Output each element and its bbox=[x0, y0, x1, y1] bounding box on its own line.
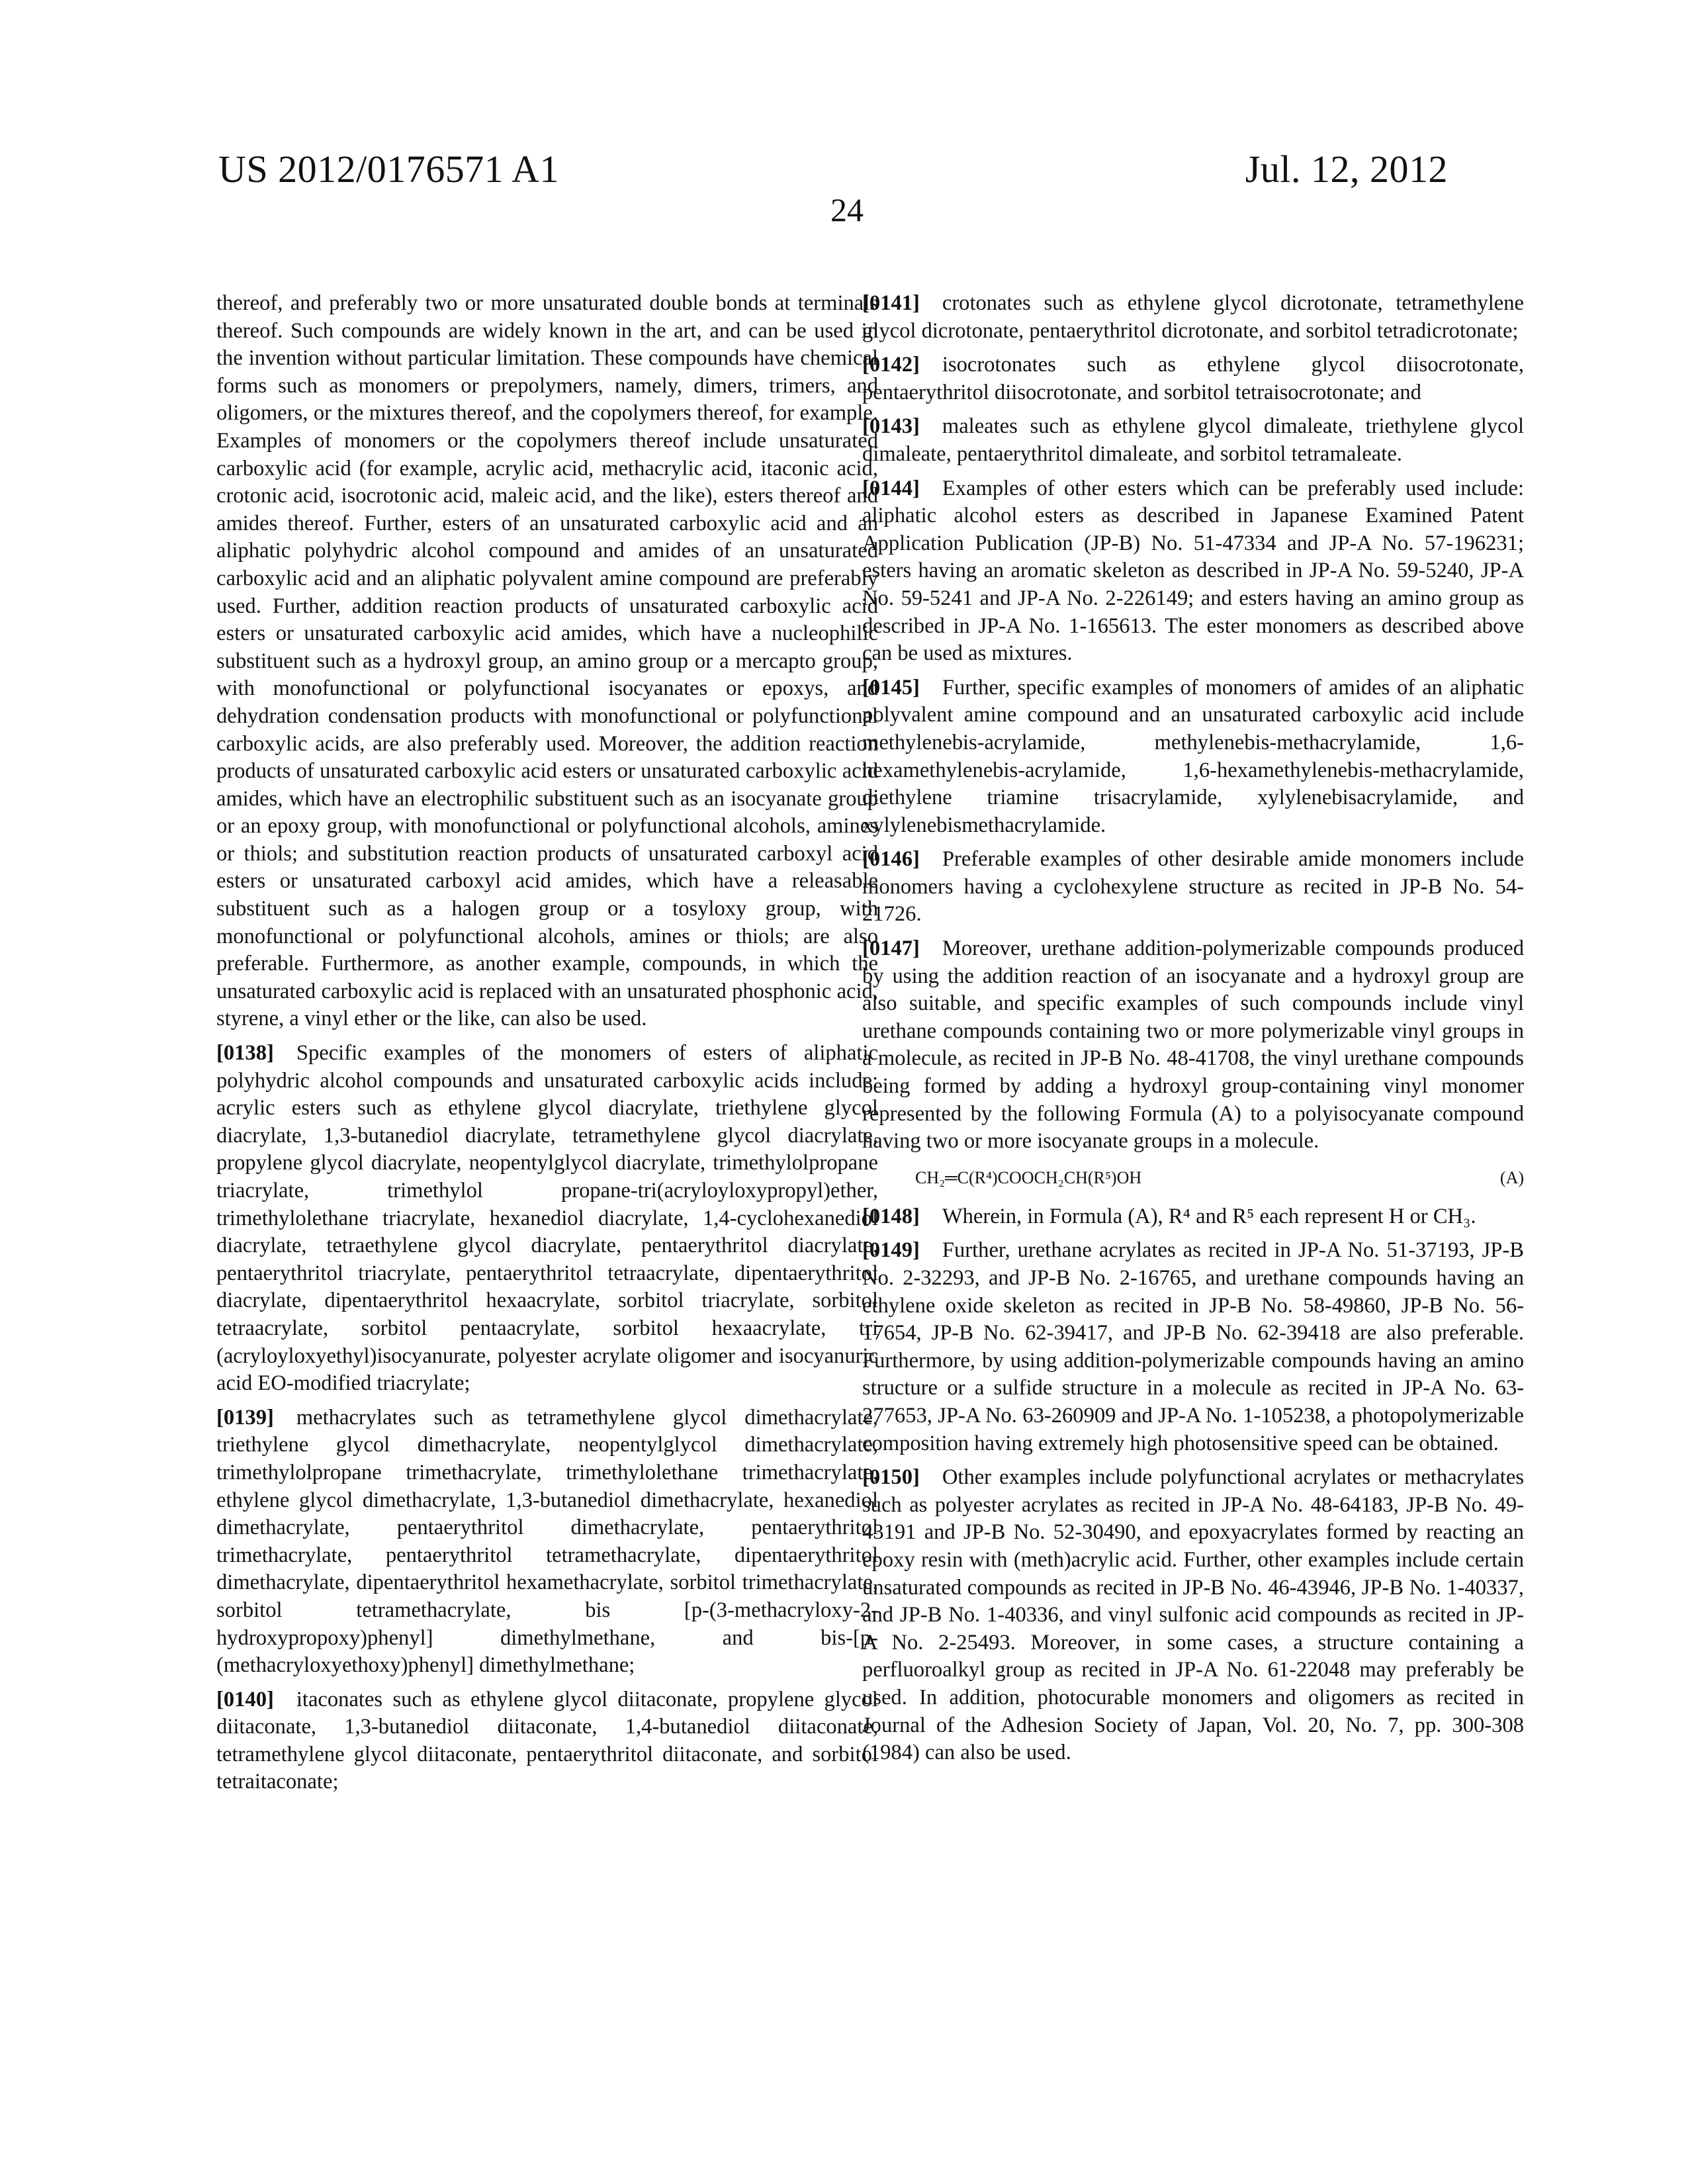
paragraph-text: Examples of other esters which can be preferably used include: aliphatic alcohol esters as described in Japanese Examined Patent Application Publication (JP-B) No. 51-47334 and JP-A No. 57-196231; esters having an aromatic skeleton as described in JP-A No. 59-5240, JP-A No. 59-5241 and JP-A No. 2-226149; and esters having an amino group as described in JP-A No. 1-165613. The ester monomers as described above can be used as mixtures. bbox=[862, 477, 1524, 666]
paragraph-text: Further, specific examples of monomers of amides of an aliphatic polyvalent amine compound and an unsaturated carboxylic acid include methylenebis-acrylamide, methylenebis-methacrylamide, 1,6-hexamethylenebis-acrylamide, 1,6-hexamethylenebis-methacrylamide, diethylene triamine trisacrylamide, xylylenebisacrylamide, and xylylenebismethacrylamide. bbox=[862, 676, 1524, 837]
page-number: 24 bbox=[0, 191, 1694, 229]
right-column bbox=[862, 290, 1524, 1774]
paragraph-tag: [0148] bbox=[862, 1205, 920, 1228]
paragraph-text: Moreover, urethane addition-polymerizable compounds produced by using the addition reaction of an isocyanate and a hydroxyl group are also suitable, and specific examples of such compounds include vinyl urethane compounds containing two or more polymerizable vinyl groups in a molecule, as recited in JP-B No. 48-41708, the vinyl urethane compounds being formed by adding a hydroxyl group-containing vinyl monomer represented by the following Formula (A) to a polyisocyanate compound having two or more isocyanate groups in a molecule. bbox=[862, 936, 1524, 1153]
paragraph-0146 bbox=[862, 846, 1524, 929]
paragraph-tag: [0147] bbox=[862, 936, 920, 960]
publication-date: Jul. 12, 2012 bbox=[1245, 147, 1448, 191]
paragraph-0143 bbox=[862, 413, 1524, 468]
paragraph-0148 bbox=[862, 1203, 1524, 1231]
paragraph-0147 bbox=[862, 935, 1524, 1156]
paragraph-text: Preferable examples of other desirable amide monomers include monomers having a cyclohexylene structure as recited in JP-B No. 54-21726. bbox=[862, 847, 1524, 926]
paragraph-tag: [0149] bbox=[862, 1238, 920, 1262]
paragraph-tag: [0141] bbox=[862, 291, 920, 315]
paragraph-tag: [0142] bbox=[862, 353, 920, 377]
paragraph-tag: [0139] bbox=[216, 1406, 274, 1430]
paragraph-text: maleates such as ethylene glycol dimaleate, triethylene glycol dimaleate, pentaerythritol dimaleate, and sorbitol tetramaleate. bbox=[862, 414, 1524, 466]
paragraph-tag: [0138] bbox=[216, 1041, 274, 1065]
paragraph-0140 bbox=[216, 1686, 878, 1796]
paragraph-0141 bbox=[862, 290, 1524, 345]
paragraph-tag: [0145] bbox=[862, 676, 920, 700]
formula-label: (A) bbox=[1500, 1163, 1524, 1193]
paragraph-0139 bbox=[216, 1404, 878, 1680]
paragraph-0138 bbox=[216, 1040, 878, 1398]
paragraph-0142 bbox=[862, 351, 1524, 406]
paragraph-text: methacrylates such as tetramethylene glycol dimethacrylate, triethylene glycol dimethacrylate, neopentylglycol dimethacrylate, trimethylolpropane trimethacrylate, trimethylolethane trimethacrylate, ethylene glycol dimethacrylate, 1,3-butanediol dimethacrylate, hexanediol dimethacrylate, pentaerythritol dimethacrylate, pentaerythritol trimethacrylate, pentaerythritol tetramethacrylate, dipentaerythritol dimethacrylate, dipentaerythritol hexamethacrylate, sorbitol trimethacrylate, sorbitol tetramethacrylate, bis [p-(3-methacryloxy-2-hydroxypropoxy)phenyl] dimethylmethane, and bis-[p-(methacryloxyethoxy)phenyl] dimethylmethane; bbox=[216, 1406, 878, 1677]
intro-paragraph: thereof, and preferably two or more unsaturated double bonds at terminals thereof. Such compounds are widely known in the art, and can be used in the invention without particular limitation. These compounds have chemical forms such as monomers or prepolymers, namely, dimers, trimers, and oligomers, or the mixtures thereof, and the copolymers thereof, for example. Examples of monomers or the copolymers thereof include unsaturated carboxylic acid (for example, acrylic acid, methacrylic acid, itaconic acid, crotonic acid, isocrotonic acid, maleic acid, and the like), esters thereof and amides thereof. Further, esters of an unsaturated carboxylic acid and an aliphatic polyhydric alcohol compound and amides of an unsaturated carboxylic acid and an aliphatic polyvalent amine compound are preferably used. Further, addition reaction products of unsaturated carboxylic acid esters or unsaturated carboxylic acid amides, which have a nucleophilic substituent such as a hydroxyl group, an amino group or a mercapto group, with monofunctional or polyfunctional isocyanates or epoxys, and dehydration condensation products with monofunctional or polyfunctional carboxylic acids, are also preferably used. Moreover, the addition reaction products of unsaturated carboxylic acid esters or unsaturated carboxylic acid amides, which have an electrophilic substituent such as an isocyanate group or an epoxy group, with monofunctional or polyfunctional alcohols, amines or thiols; and substitution reaction products of unsaturated carboxyl acid esters or unsaturated carboxyl acid amides, which have a releasable substituent such as a halogen group or a tosyloxy group, with monofunctional or polyfunctional alcohols, amines or thiols; are also preferable. Furthermore, as another example, compounds, in which the unsaturated carboxylic acid is replaced with an unsaturated phosphonic acid, styrene, a vinyl ether or the like, can also be used. bbox=[216, 290, 878, 1033]
paragraph-tag: [0146] bbox=[862, 847, 920, 871]
patent-number: US 2012/0176571 A1 bbox=[218, 147, 559, 191]
paragraph-text: crotonates such as ethylene glycol dicrotonate, tetramethylene glycol dicrotonate, pentaerythritol dicrotonate, and sorbitol tetradicrotonate; bbox=[862, 291, 1524, 343]
formula-a bbox=[862, 1163, 1524, 1193]
paragraph-text: Further, urethane acrylates as recited in JP-A No. 51-37193, JP-B No. 2-32293, and JP-B No. 2-16765, and urethane compounds having an ethylene oxide skeleton as recited in JP-B No. 58-49860, JP-B No. 56-17654, JP-B No. 62-39417, and JP-B No. 62-39418 are also preferable. Furthermore, by using addition-polymerizable compounds having an amino structure or a sulfide structure in a molecule as recited in JP-A No. 63-277653, JP-A No. 63-260909 and JP-A No. 1-105238, a photopolymerizable composition having extremely high photosensitive speed can be obtained. bbox=[862, 1238, 1524, 1455]
formula-expression: CH₂═C(R⁴)COOCH₂CH(R⁵)OH bbox=[915, 1163, 1141, 1193]
paragraph-text: Other examples include polyfunctional acrylates or methacrylates such as polyester acrylates as recited in JP-A No. 48-64183, JP-B No. 49-43191 and JP-B No. 52-30490, and epoxyacrylates formed by reacting an epoxy resin with (meth)acrylic acid. Further, other examples include certain unsaturated compounds as recited in JP-B No. 46-43946, JP-B No. 1-40337, and JP-B No. 1-40336, and vinyl sulfonic acid compounds as recited in JP-A No. 2-25493. Moreover, in some cases, a structure containing a perfluoroalkyl group as recited in JP-A No. 61-22048 may preferably be used. In addition, photocurable monomers and oligomers as recited in Journal of the Adhesion Society of Japan, Vol. 20, No. 7, pp. 300-308 (1984) can also be used. bbox=[862, 1465, 1524, 1764]
paragraph-text: isocrotonates such as ethylene glycol diisocrotonate, pentaerythritol diisocrotonate, and sorbitol tetraisocrotonate; and bbox=[862, 353, 1524, 404]
paragraph-tag: [0150] bbox=[862, 1465, 920, 1489]
left-column bbox=[216, 290, 878, 1803]
paragraph-0144 bbox=[862, 475, 1524, 668]
paragraph-text: Wherein, in Formula (A), R⁴ and R⁵ each represent H or CH₃. bbox=[942, 1205, 1476, 1228]
paragraph-tag: [0140] bbox=[216, 1688, 274, 1711]
paragraph-0150 bbox=[862, 1464, 1524, 1767]
paragraph-0149 bbox=[862, 1237, 1524, 1457]
paragraph-text: Specific examples of the monomers of esters of aliphatic polyhydric alcohol compounds and unsaturated carboxylic acids include: acrylic esters such as ethylene glycol diacrylate, triethylene glycol diacrylate, 1,3-butanediol diacrylate, tetramethylene glycol diacrylate, propylene glycol diacrylate, neopentylglycol diacrylate, trimethylolpropane triacrylate, trimethylol propane-tri(acryloyloxypropyl)ether, trimethylolethane triacrylate, hexanediol diacrylate, 1,4-cyclohexanediol diacrylate, tetraethylene glycol diacrylate, pentaerythritol diacrylate, pentaerythritol triacrylate, pentaerythritol tetraacrylate, dipentaerythritol diacrylate, dipentaerythritol hexaacrylate, sorbitol triacrylate, sorbitol tetraacrylate, sorbitol pentaacrylate, sorbitol hexaacrylate, tri (acryloyloxyethyl)isocyanurate, polyester acrylate oligomer and isocyanuric acid EO-modified triacrylate; bbox=[216, 1041, 878, 1395]
paragraph-0145 bbox=[862, 674, 1524, 840]
paragraph-tag: [0144] bbox=[862, 477, 920, 500]
paragraph-tag: [0143] bbox=[862, 414, 920, 438]
paragraph-text: itaconates such as ethylene glycol diitaconate, propylene glycol diitaconate, 1,3-butanediol diitaconate, 1,4-butanediol diitaconate, tetramethylene glycol diitaconate, pentaerythritol diitaconate, and sorbitol tetraitaconate; bbox=[216, 1688, 878, 1794]
